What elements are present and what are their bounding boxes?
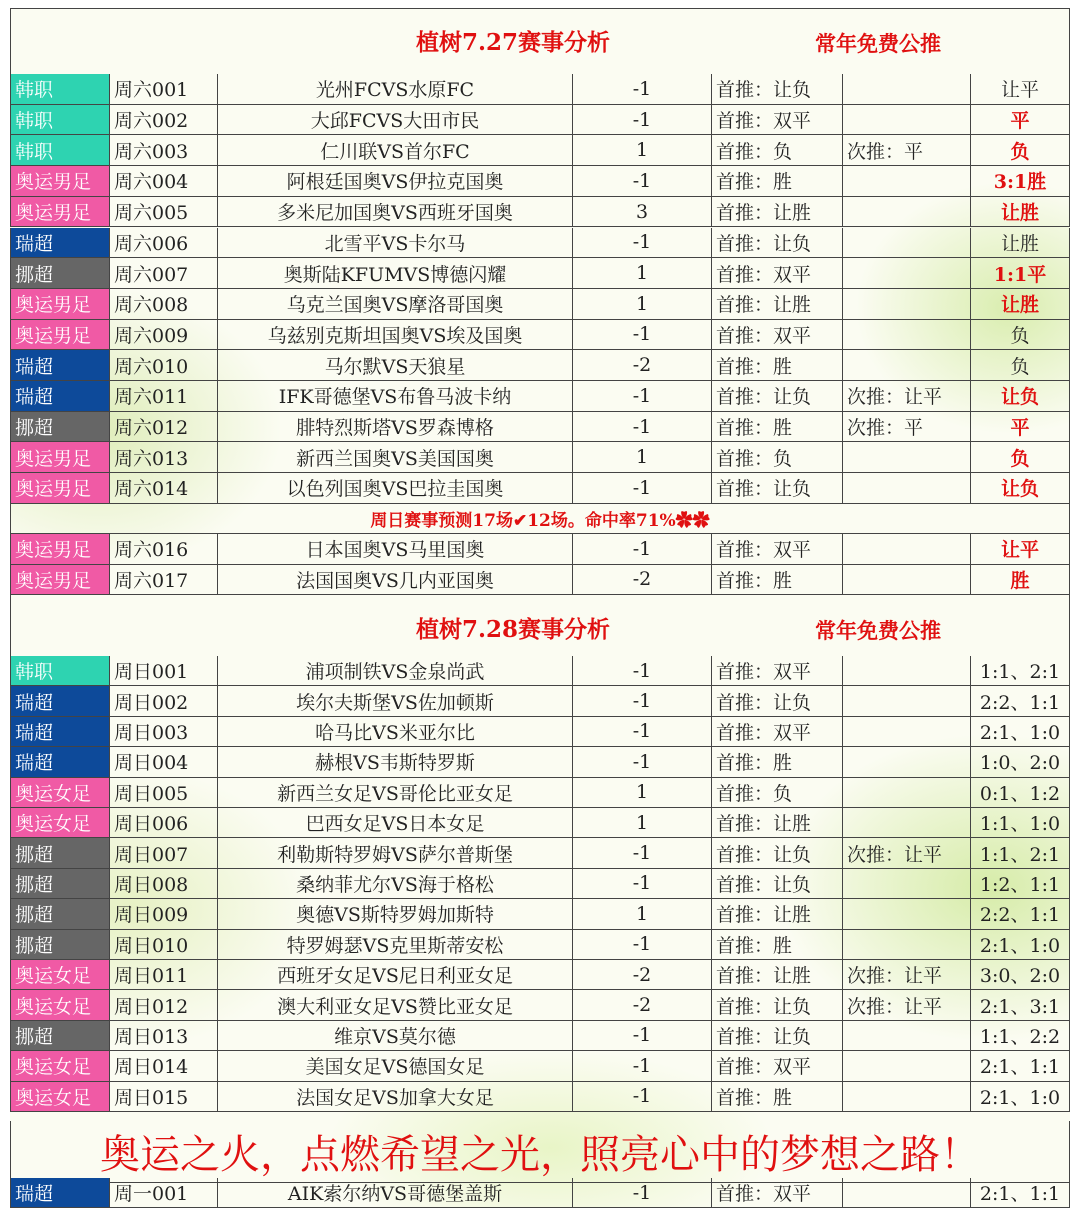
second-pick-cell: 次推：让平 [843,381,971,412]
match-number-cell: 周六012 [110,412,218,443]
match-name-cell: 浦项制铁VS金泉尚武 [218,656,573,686]
league-cell: 挪超 [10,1021,110,1051]
section1-title: 植树7.27赛事分析 [416,29,611,56]
match-number-cell: 周六007 [110,258,218,289]
second-pick-cell [843,534,971,565]
table-row [10,197,1070,228]
league-cell: 奥运女足 [10,1082,110,1112]
match-name-cell: 日本国奥VS马里国奥 [218,534,573,565]
table-row [10,990,1070,1020]
first-pick-cell: 首推：让负 [712,473,843,504]
match-number-cell: 周六006 [110,228,218,259]
match-name-cell: 腓特烈斯塔VS罗森博格 [218,412,573,443]
result-cell: 1:1、2:1 [971,656,1070,686]
second-pick-cell [843,473,971,504]
result-cell: 负 [971,320,1070,351]
league-cell: 奥运男足 [10,320,110,351]
table-row [10,74,1070,105]
handicap-cell: -1 [573,1082,712,1112]
first-pick-cell: 首推：胜 [712,1082,843,1112]
league-cell: 瑞超 [10,1178,110,1208]
second-pick-cell: 次推：让平 [843,838,971,868]
result-cell: 1:1、1:0 [971,808,1070,838]
first-pick-cell: 首推：让胜 [712,289,843,320]
table-row [10,960,1070,990]
first-pick-cell: 首推：让负 [712,381,843,412]
match-name-cell: 马尔默VS天狼星 [218,350,573,381]
match-name-cell: 新西兰国奥VS美国国奥 [218,442,573,473]
league-cell: 奥运男足 [10,473,110,504]
match-name-cell: 西班牙女足VS尼日利亚女足 [218,960,573,990]
league-cell: 挪超 [10,869,110,899]
second-pick-cell: 次推：平 [843,135,971,166]
match-number-cell: 周日011 [110,960,218,990]
match-name-cell: 巴西女足VS日本女足 [218,808,573,838]
table-row [10,381,1070,412]
table-row [10,869,1070,899]
table-row [10,808,1070,838]
handicap-cell: 1 [573,808,712,838]
result-cell: 负 [971,350,1070,381]
result-cell: 3:0、2:0 [971,960,1070,990]
first-pick-cell: 首推：胜 [712,565,843,596]
result-cell: 1:1、2:1 [971,838,1070,868]
handicap-cell: -1 [573,473,712,504]
match-number-cell: 周日015 [110,1082,218,1112]
second-pick-cell [843,565,971,596]
section1-title-band [10,8,1070,74]
handicap-cell: -1 [573,869,712,899]
second-pick-cell [843,747,971,777]
league-cell: 挪超 [10,258,110,289]
result-cell: 2:1、1:0 [971,930,1070,960]
handicap-cell: 1 [573,289,712,320]
handicap-cell: 1 [573,258,712,289]
first-pick-cell: 首推：负 [712,778,843,808]
table-row [10,258,1070,289]
match-number-cell: 周六001 [110,74,218,105]
result-cell: 2:1、1:1 [971,1178,1070,1208]
second-pick-cell [843,930,971,960]
handicap-cell: -1 [573,747,712,777]
table-row [10,747,1070,777]
table-row [10,1021,1070,1051]
first-pick-cell: 首推：让负 [712,1021,843,1051]
league-cell: 挪超 [10,838,110,868]
handicap-cell: -2 [573,990,712,1020]
first-pick-cell: 首推：双平 [712,258,843,289]
handicap-cell: 3 [573,197,712,228]
second-pick-cell [843,350,971,381]
handicap-cell: -1 [573,74,712,105]
first-pick-cell: 首推：双平 [712,320,843,351]
result-cell: 让负 [971,473,1070,504]
first-pick-cell: 首推：双平 [712,1051,843,1081]
second-pick-cell [843,228,971,259]
league-cell: 奥运男足 [10,197,110,228]
first-pick-cell: 首推：负 [712,135,843,166]
first-pick-cell: 首推：让负 [712,838,843,868]
match-name-cell: 乌兹别克斯坦国奥VS埃及国奥 [218,320,573,351]
league-cell: 挪超 [10,899,110,929]
match-number-cell: 周日014 [110,1051,218,1081]
handicap-cell: -1 [573,166,712,197]
result-cell: 胜 [971,565,1070,596]
first-pick-cell: 首推：让负 [712,74,843,105]
match-number-cell: 周日004 [110,747,218,777]
table-row [10,412,1070,443]
result-cell: 2:1、1:1 [971,1051,1070,1081]
first-pick-cell: 首推：让负 [712,686,843,716]
result-cell: 让负 [971,381,1070,412]
match-name-cell: 桑纳菲尤尔VS海于格松 [218,869,573,899]
handicap-cell: -1 [573,717,712,747]
match-name-cell: 多米尼加国奥VS西班牙国奥 [218,197,573,228]
handicap-cell: -1 [573,381,712,412]
table-row [10,778,1070,808]
match-name-cell: 乌克兰国奥VS摩洛哥国奥 [218,289,573,320]
league-cell: 奥运女足 [10,960,110,990]
match-name-cell: 哈马比VS米亚尔比 [218,717,573,747]
table-row [10,473,1070,504]
table-row [10,350,1070,381]
result-cell: 1:1、2:2 [971,1021,1070,1051]
section2-title-band [10,595,1070,661]
match-number-cell: 周日006 [110,808,218,838]
table-row [10,838,1070,868]
result-cell: 2:2、1:1 [971,899,1070,929]
handicap-cell: -1 [573,1051,712,1081]
first-pick-cell: 首推：让胜 [712,808,843,838]
match-number-cell: 周日001 [110,656,218,686]
result-cell: 平 [971,105,1070,136]
match-number-cell: 周日009 [110,899,218,929]
result-cell: 0:1、1:2 [971,778,1070,808]
match-number-cell: 周一001 [110,1178,218,1208]
match-number-cell: 周六005 [110,197,218,228]
result-cell: 让胜 [971,289,1070,320]
league-cell: 挪超 [10,930,110,960]
handicap-cell: -1 [573,228,712,259]
handicap-cell: 1 [573,899,712,929]
table-row [10,686,1070,716]
result-cell: 1:1平 [971,258,1070,289]
handicap-cell: -1 [573,1178,712,1208]
table-row [10,899,1070,929]
league-cell: 奥运男足 [10,166,110,197]
league-cell: 韩职 [10,105,110,136]
second-pick-cell [843,258,971,289]
league-cell: 奥运女足 [10,808,110,838]
first-pick-cell: 首推：让胜 [712,960,843,990]
match-number-cell: 周六016 [110,534,218,565]
match-name-cell: 特罗姆瑟VS克里斯蒂安松 [218,930,573,960]
match-name-cell: 以色列国奥VS巴拉圭国奥 [218,473,573,504]
match-number-cell: 周日008 [110,869,218,899]
match-number-cell: 周日003 [110,717,218,747]
first-pick-cell: 首推：让胜 [712,197,843,228]
handicap-cell: -1 [573,1021,712,1051]
section1-subtitle: 常年免费公推 [815,31,941,56]
second-pick-cell [843,778,971,808]
league-cell: 奥运女足 [10,778,110,808]
second-pick-cell [843,717,971,747]
first-pick-cell: 首推：让负 [712,228,843,259]
second-pick-cell [843,1021,971,1051]
first-pick-cell: 首推：胜 [712,747,843,777]
table-row [10,1178,1070,1208]
league-cell: 韩职 [10,135,110,166]
handicap-cell: 1 [573,135,712,166]
handicap-cell: -1 [573,930,712,960]
table-row [10,135,1070,166]
section2-title: 植树7.28赛事分析 [416,616,611,643]
result-cell: 让胜 [971,197,1070,228]
match-number-cell: 周日005 [110,778,218,808]
handicap-cell: -1 [573,412,712,443]
league-cell: 瑞超 [10,717,110,747]
second-pick-cell [843,105,971,136]
second-pick-cell [843,1082,971,1112]
result-cell: 平 [971,412,1070,443]
match-name-cell: IFK哥德堡VS布鲁马波卡纳 [218,381,573,412]
second-pick-cell [843,686,971,716]
table-row [10,656,1070,686]
handicap-cell: -2 [573,960,712,990]
handicap-cell: -1 [573,534,712,565]
table-row [10,228,1070,259]
handicap-cell: -1 [573,320,712,351]
league-cell: 瑞超 [10,350,110,381]
first-pick-cell: 首推：让胜 [712,899,843,929]
second-pick-cell [843,197,971,228]
first-pick-cell: 首推：双平 [712,656,843,686]
second-pick-cell [843,656,971,686]
handicap-cell: -1 [573,686,712,716]
first-pick-cell: 首推：胜 [712,930,843,960]
table-row [10,166,1070,197]
league-cell: 奥运女足 [10,990,110,1020]
match-name-cell: 赫根VS韦斯特罗斯 [218,747,573,777]
league-cell: 挪超 [10,412,110,443]
match-number-cell: 周日010 [110,930,218,960]
match-name-cell: 北雪平VS卡尔马 [218,228,573,259]
second-pick-cell [843,808,971,838]
match-name-cell: 法国女足VS加拿大女足 [218,1082,573,1112]
result-cell: 2:1、1:0 [971,717,1070,747]
match-name-cell: AIK索尔纳VS哥德堡盖斯 [218,1178,573,1208]
league-cell: 奥运男足 [10,534,110,565]
table-row [10,1082,1070,1112]
league-cell: 奥运女足 [10,1051,110,1081]
first-pick-cell: 首推：让负 [712,990,843,1020]
match-name-cell: 奥德VS斯特罗姆加斯特 [218,899,573,929]
match-name-cell: 美国女足VS德国女足 [218,1051,573,1081]
match-number-cell: 周六017 [110,565,218,596]
handicap-cell: -2 [573,565,712,596]
match-name-cell: 奥斯陆KFUMVS博德闪耀 [218,258,573,289]
table-row [10,289,1070,320]
match-name-cell: 大邱FCVS大田市民 [218,105,573,136]
handicap-cell: -2 [573,350,712,381]
table-row [10,717,1070,747]
match-name-cell: 仁川联VS首尔FC [218,135,573,166]
handicap-cell: 1 [573,442,712,473]
table-row [10,534,1070,565]
slogan-banner: 奥运之火，点燃希望之光，照亮心中的梦想之路！ [10,1121,1070,1183]
result-cell: 让平 [971,534,1070,565]
match-name-cell: 埃尔夫斯堡VS佐加顿斯 [218,686,573,716]
second-pick-cell [843,442,971,473]
table-row [10,930,1070,960]
match-number-cell: 周六010 [110,350,218,381]
match-name-cell: 澳大利亚女足VS赞比亚女足 [218,990,573,1020]
second-pick-cell [843,1178,971,1208]
match-number-cell: 周日012 [110,990,218,1020]
second-pick-cell [843,289,971,320]
table-row [10,320,1070,351]
league-cell: 奥运男足 [10,442,110,473]
result-cell: 让平 [971,74,1070,105]
match-number-cell: 周六009 [110,320,218,351]
match-number-cell: 周日013 [110,1021,218,1051]
result-cell: 1:2、1:1 [971,869,1070,899]
second-pick-cell: 次推：让平 [843,960,971,990]
analysis-sheet [10,8,1070,1208]
match-number-cell: 周六002 [110,105,218,136]
section1-notice: 周日赛事预测17场✔12场。命中率71%✿✿ [10,504,1070,534]
match-name-cell: 法国国奥VS几内亚国奥 [218,565,573,596]
match-number-cell: 周六004 [110,166,218,197]
table-row [10,1051,1070,1081]
league-cell: 韩职 [10,656,110,686]
second-pick-cell [843,74,971,105]
second-pick-cell [843,166,971,197]
handicap-cell: 1 [573,778,712,808]
handicap-cell: -1 [573,838,712,868]
first-pick-cell: 首推：胜 [712,350,843,381]
match-name-cell: 新西兰女足VS哥伦比亚女足 [218,778,573,808]
match-number-cell: 周日007 [110,838,218,868]
match-name-cell: 维京VS莫尔德 [218,1021,573,1051]
table-row [10,565,1070,596]
match-number-cell: 周日002 [110,686,218,716]
handicap-cell: -1 [573,105,712,136]
league-cell: 瑞超 [10,381,110,412]
match-number-cell: 周六011 [110,381,218,412]
first-pick-cell: 首推：负 [712,442,843,473]
match-number-cell: 周六008 [110,289,218,320]
first-pick-cell: 首推：双平 [712,105,843,136]
first-pick-cell: 首推：让负 [712,869,843,899]
league-cell: 奥运男足 [10,565,110,596]
first-pick-cell: 首推：双平 [712,534,843,565]
match-number-cell: 周六013 [110,442,218,473]
match-number-cell: 周六014 [110,473,218,504]
second-pick-cell [843,1051,971,1081]
result-cell: 2:1、1:0 [971,1082,1070,1112]
result-cell: 负 [971,135,1070,166]
second-pick-cell [843,899,971,929]
second-pick-cell: 次推：平 [843,412,971,443]
result-cell: 负 [971,442,1070,473]
result-cell: 让胜 [971,228,1070,259]
match-name-cell: 利勒斯特罗姆VS萨尔普斯堡 [218,838,573,868]
league-cell: 奥运男足 [10,289,110,320]
first-pick-cell: 首推：胜 [712,412,843,443]
second-pick-cell [843,320,971,351]
result-cell: 1:0、2:0 [971,747,1070,777]
first-pick-cell: 首推：胜 [712,166,843,197]
table-row [10,105,1070,136]
match-name-cell: 阿根廷国奥VS伊拉克国奥 [218,166,573,197]
handicap-cell: -1 [573,656,712,686]
second-pick-cell: 次推：让平 [843,990,971,1020]
match-number-cell: 周六003 [110,135,218,166]
league-cell: 瑞超 [10,686,110,716]
second-pick-cell [843,869,971,899]
section2-subtitle: 常年免费公推 [815,618,941,643]
league-cell: 瑞超 [10,228,110,259]
league-cell: 韩职 [10,74,110,105]
first-pick-cell: 首推：双平 [712,1178,843,1208]
league-cell: 瑞超 [10,747,110,777]
result-cell: 2:2、1:1 [971,686,1070,716]
table-row [10,442,1070,473]
first-pick-cell: 首推：双平 [712,717,843,747]
result-cell: 3:1胜 [971,166,1070,197]
result-cell: 2:1、3:1 [971,990,1070,1020]
match-name-cell: 光州FCVS水原FC [218,74,573,105]
